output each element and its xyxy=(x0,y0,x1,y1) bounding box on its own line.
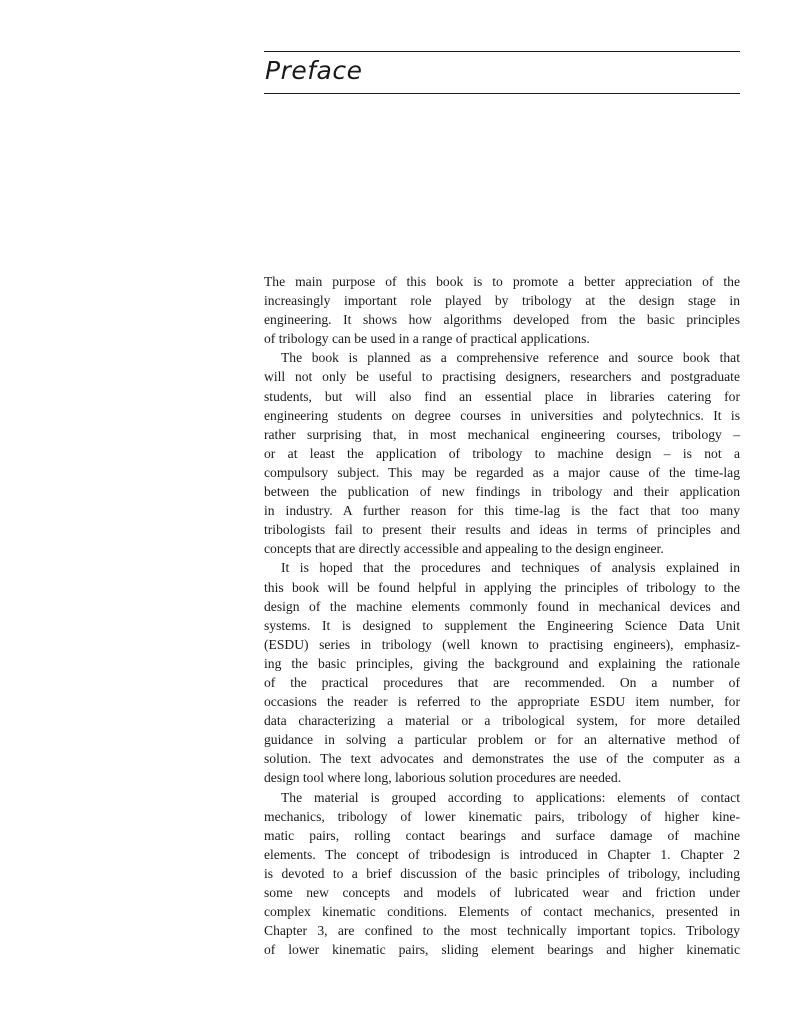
text-line: rather surprising that, in most mechanical engineering courses, tribology – xyxy=(264,426,740,442)
text-line: elements. The concept of tribodesign is introduced in Chapter 1. Chapter 2 xyxy=(264,846,740,862)
text-line: (ESDU) series in tribology (well known to practising engineers), emphasiz- xyxy=(264,636,740,652)
page-title: Preface xyxy=(265,56,363,85)
text-line: data characterizing a material or a tribological system, for more detailed xyxy=(264,713,740,729)
text-line: engineering. It shows how algorithms developed from the basic principles xyxy=(264,312,740,328)
text-line: some new concepts and models of lubricated wear and friction under xyxy=(264,885,740,900)
text-line: increasingly important role played by tribology at the design stage in xyxy=(264,293,740,309)
heading-bottom-rule xyxy=(264,93,740,94)
text-line: of the practical procedures that are recommended. On a number of xyxy=(264,674,740,690)
paragraph xyxy=(264,348,740,558)
text-line: design of the machine elements commonly found in mechanical devices and xyxy=(264,598,740,614)
text-line: or at least the application of tribology to machine design – is not a xyxy=(264,445,740,461)
text-line: solution. The text advocates and demonstrates the use of the computer as a xyxy=(264,751,740,767)
text-line: of tribology can be used in a range of practical applications. xyxy=(264,331,590,347)
paragraph xyxy=(264,272,740,348)
text-line: in industry. A further reason for this time-lag is the fact that too many xyxy=(264,503,740,519)
text-line: matic pairs, rolling contact bearings and surface damage of machine xyxy=(264,827,740,843)
preface-body xyxy=(264,272,740,959)
text-line: complex kinematic conditions. Elements of contact mechanics, presented in xyxy=(264,904,740,920)
text-line: design tool where long, laborious solution procedures are needed. xyxy=(264,770,622,786)
text-line: Chapter 3, are confined to the most technically important topics. Tribology xyxy=(264,923,740,939)
text-line: is devoted to a brief discussion of the basic principles of tribology, including xyxy=(264,865,740,881)
text-line: ing the basic principles, giving the background and explaining the rationale xyxy=(264,655,740,671)
text-line: The material is grouped according to applications: elements of contact xyxy=(281,789,740,805)
text-line: this book will be found helpful in applying the principles of tribology to the xyxy=(264,579,740,595)
text-line: The book is planned as a comprehensive reference and source book that xyxy=(281,350,740,366)
text-line: of lower kinematic pairs, sliding element bearings and higher kinematic xyxy=(264,942,740,958)
text-line: will not only be useful to practising designers, researchers and postgraduate xyxy=(264,369,740,385)
text-line: The main purpose of this book is to promote a better appreciation of the xyxy=(264,274,740,289)
text-line: mechanics, tribology of lower kinematic pairs, tribology of higher kine- xyxy=(264,808,740,824)
text-line: occasions the reader is referred to the appropriate ESDU item number, for xyxy=(264,694,740,710)
text-line: It is hoped that the procedures and techniques of analysis explained in xyxy=(281,560,740,576)
text-line: concepts that are directly accessible and appealing to the design engineer. xyxy=(264,541,664,557)
text-line: between the publication of new findings in tribology and their application xyxy=(264,484,740,500)
text-line: tribologists fail to present their results and ideas in terms of principles and xyxy=(264,522,740,538)
paragraph xyxy=(264,788,740,960)
text-line: engineering students on degree courses in universities and polytechnics. It is xyxy=(264,407,740,423)
text-line: students, but will also find an essential place in libraries catering for xyxy=(264,388,740,404)
text-line: systems. It is designed to supplement the Engineering Science Data Unit xyxy=(264,617,740,633)
text-line: compulsory subject. This may be regarded as a major cause of the time-lag xyxy=(264,464,740,480)
heading-top-rule xyxy=(264,51,740,52)
paragraph xyxy=(264,558,740,787)
text-line: guidance in solving a particular problem or for an alternative method of xyxy=(264,732,740,748)
